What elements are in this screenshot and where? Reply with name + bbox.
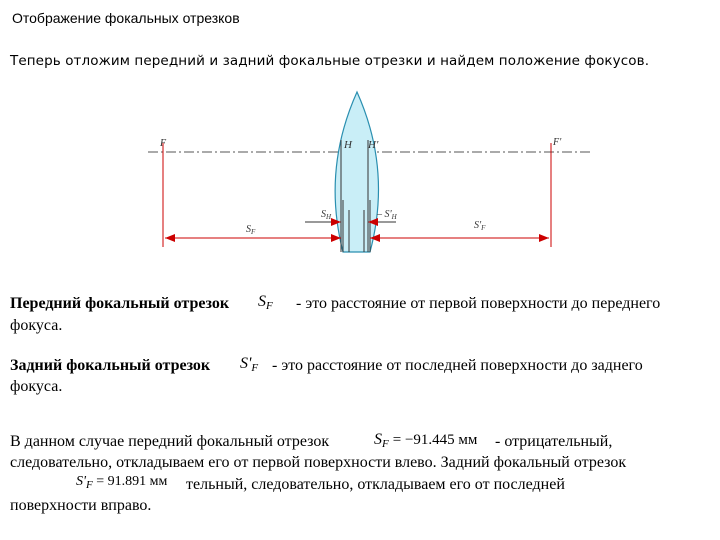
case-line3-end: тельный, следовательно, откладываем его от последней [186,476,565,493]
front-definition-line2: фокуса. [10,317,63,334]
lens [335,92,378,252]
label-H: H [344,139,352,151]
case-line1-start: В данном случае передний фокальный отрезок [10,433,330,450]
case-line4: поверхности вправо. [10,497,152,514]
front-term: Передний фокальный отрезок [10,295,230,312]
front-definition-line1: - это расстояние от первой поверхности до переднего [296,295,661,312]
label-F-prime: F' [553,137,562,148]
label-F: F [160,138,167,149]
intro-text: Теперь отложим передний и задний фокальные отрезки и найдем положение фокусов. [10,53,650,69]
label-SH: $S_H$ [321,209,332,221]
back-definition-line2: фокуса. [10,378,63,395]
back-definition-line1: - это расстояние от последней поверхности до заднего [272,357,643,374]
label-SF: $S_F$ [246,224,256,236]
label-H-prime: H' [368,139,379,151]
sf-prime-value: $S'_F = 91.891$ мм [76,474,168,491]
case-line2: следовательно, откладываем его от первой поверхности влево. Задний фокальный отрезок [10,454,627,471]
back-term: Задний фокальный отрезок [10,357,211,374]
label-SH-prime: – $S'_H$ [377,209,397,221]
case-line1-end: - отрицательный, [495,433,613,450]
label-SF-prime: $S'_F$ [474,220,486,232]
page-title: Отображение фокальных отрезков [12,10,240,26]
sf-value: $S_F = -91.445$ мм [374,431,478,450]
back-symbol: $S'_F$ [240,355,259,374]
front-symbol: $S_F$ [258,293,273,312]
